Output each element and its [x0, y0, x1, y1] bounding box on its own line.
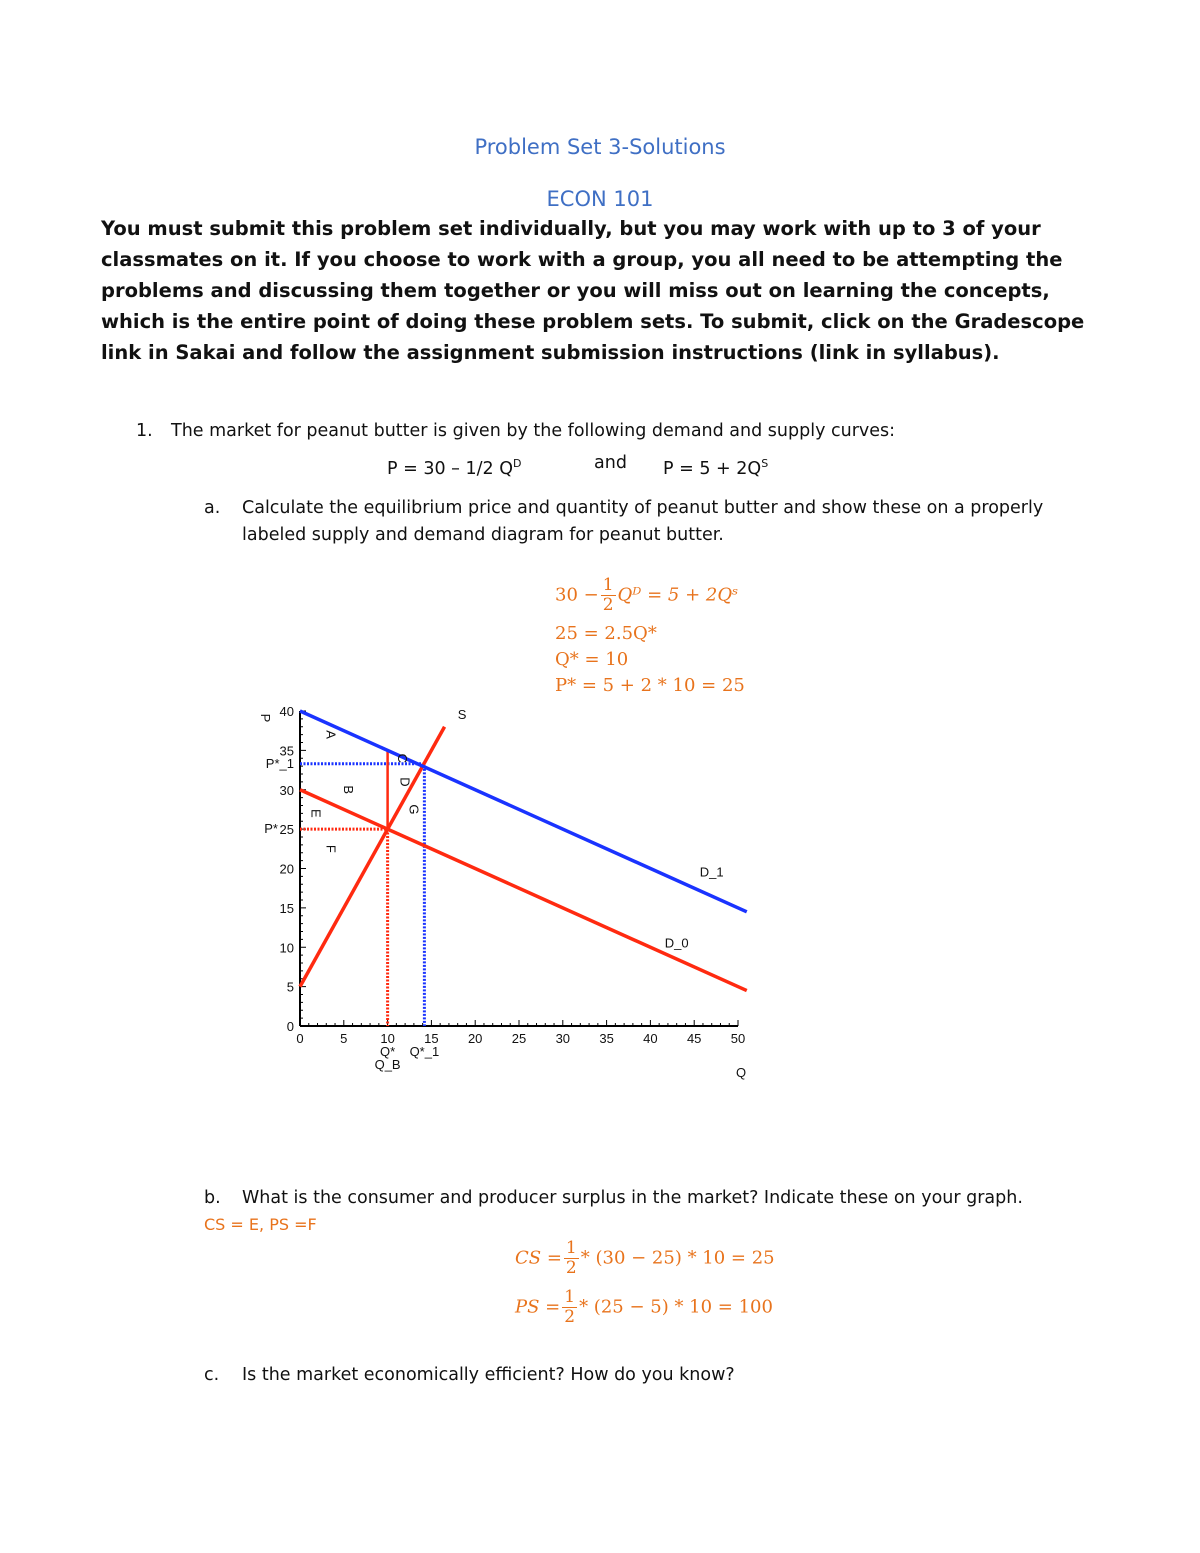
y-special-label: P*_1: [265, 755, 294, 771]
x-tick-label: 40: [643, 1031, 658, 1046]
x-tick-label: 15: [424, 1031, 439, 1046]
x-tick-label: 25: [511, 1031, 527, 1046]
part-b-text: What is the consumer and producer surplus in the market? Indicate these on your graph.: [242, 1188, 1023, 1208]
work-line-3: Q* = 10: [555, 649, 629, 670]
question-number: 1.: [136, 421, 153, 441]
x-tick-label: 35: [599, 1031, 614, 1046]
work-line-2: 25 = 2.5Q*: [555, 623, 657, 644]
y-axis-title: P: [258, 713, 273, 723]
y-tick-label: 0: [286, 1019, 294, 1034]
part-c-text: Is the market economically efficient? How do you know?: [242, 1365, 735, 1385]
work-line-1: [555, 577, 738, 614]
x-axis-title: Q: [735, 1065, 747, 1080]
y-tick-label: 35: [279, 743, 294, 759]
region-label: B: [340, 785, 356, 795]
chart-labels: [258, 704, 746, 1080]
curve-label: D_1: [699, 864, 724, 880]
y-tick-label: 20: [279, 861, 294, 877]
part-b-letter: b.: [204, 1188, 221, 1208]
part-a-text: Calculate the equilibrium price and quantity of peanut butter and show these on a properly labeled supply and demand diagram for peanut butter.: [242, 498, 1044, 545]
guide-line: [300, 764, 424, 1026]
curve-label: D_0: [664, 935, 689, 951]
y-tick-label: 25: [279, 822, 294, 838]
x-tick-label: 45: [686, 1031, 702, 1046]
demand-eq-text: P = 30 – 1/2 Q: [387, 458, 513, 479]
part-b-answer: CS = E, PS =F: [204, 1215, 317, 1234]
guide-line: [300, 829, 388, 1026]
part-c-letter: c.: [204, 1365, 220, 1385]
cs-fraction: [564, 1240, 579, 1277]
page-title: Problem Set 3-Solutions: [474, 135, 726, 159]
region-label: A: [323, 730, 339, 739]
intro-instructions: You must submit this problem set individually, but you may work with up to 3 of your classmates on it. If you choose to work with a group, you all need to be attempting the problems and discussing them together or you will miss out on learning the concepts, which is the entire point of doing these problem sets. To submit, click on the Gradescope link in Sakai and follow the assignment submission instructions (link in syllabus).: [101, 217, 1085, 364]
x-special-label: Q*_1: [409, 1044, 440, 1059]
series-d-1-line: [300, 711, 747, 912]
y-special-label: P*: [264, 821, 278, 837]
ps-formula: [515, 1289, 773, 1326]
supply-equation: [663, 450, 768, 483]
work-line-1-left: 30 −: [555, 584, 599, 606]
region-label: D: [397, 777, 413, 787]
demand-equation: [387, 450, 521, 483]
question-text: The market for peanut butter is given by the following demand and supply curves:: [171, 421, 896, 441]
x-tick-label: 20: [467, 1031, 483, 1046]
supply-sup: S: [761, 457, 769, 470]
x-tick-label: 50: [730, 1031, 746, 1046]
y-tick-label: 30: [279, 782, 294, 798]
course-title: ECON 101: [546, 187, 654, 211]
x-tick-label: 10: [380, 1031, 395, 1046]
supply-demand-chart: [240, 700, 770, 1090]
x-tick-label: 0: [296, 1031, 304, 1046]
work-frac-num: 1: [602, 575, 614, 595]
y-tick-label: 5: [286, 979, 294, 995]
region-label: F: [323, 844, 339, 853]
region-label: E: [308, 809, 324, 818]
work-fraction: [601, 577, 616, 614]
work-line-4: P* = 5 + 2 * 10 = 25: [555, 675, 745, 696]
region-label: G: [406, 804, 422, 815]
cs-den: 2: [565, 1258, 577, 1278]
cs-right: * (30 − 25) * 10 = 25: [580, 1247, 775, 1269]
and-text: and: [594, 453, 627, 473]
region-label: C: [395, 753, 411, 763]
curve-label: S: [457, 706, 467, 722]
x-special-label: Q_B: [374, 1057, 401, 1072]
x-special-label: Q*: [380, 1044, 396, 1059]
x-tick-label: 5: [340, 1031, 348, 1046]
y-tick-label: 10: [279, 940, 294, 956]
part-a-letter: a.: [204, 498, 221, 518]
cs-num: 1: [565, 1238, 577, 1258]
ps-num: 1: [564, 1287, 576, 1307]
cs-left: CS =: [515, 1247, 562, 1269]
ps-left: PS =: [515, 1296, 561, 1318]
y-tick-label: 15: [279, 900, 294, 916]
work-line-1-right: Qᴰ = 5 + 2Qˢ: [617, 584, 739, 606]
series-d-0-line: [300, 790, 747, 991]
supply-eq-text: P = 5 + 2Q: [663, 458, 762, 479]
cs-formula: [515, 1240, 775, 1277]
chart-guides: [300, 750, 424, 1026]
y-tick-label: 40: [279, 704, 294, 719]
demand-sup: D: [513, 457, 522, 470]
ps-den: 2: [564, 1307, 576, 1327]
work-frac-den: 2: [602, 595, 614, 615]
ps-fraction: [562, 1289, 577, 1326]
x-tick-label: 30: [555, 1031, 571, 1046]
ps-right: * (25 − 5) * 10 = 100: [579, 1296, 773, 1318]
